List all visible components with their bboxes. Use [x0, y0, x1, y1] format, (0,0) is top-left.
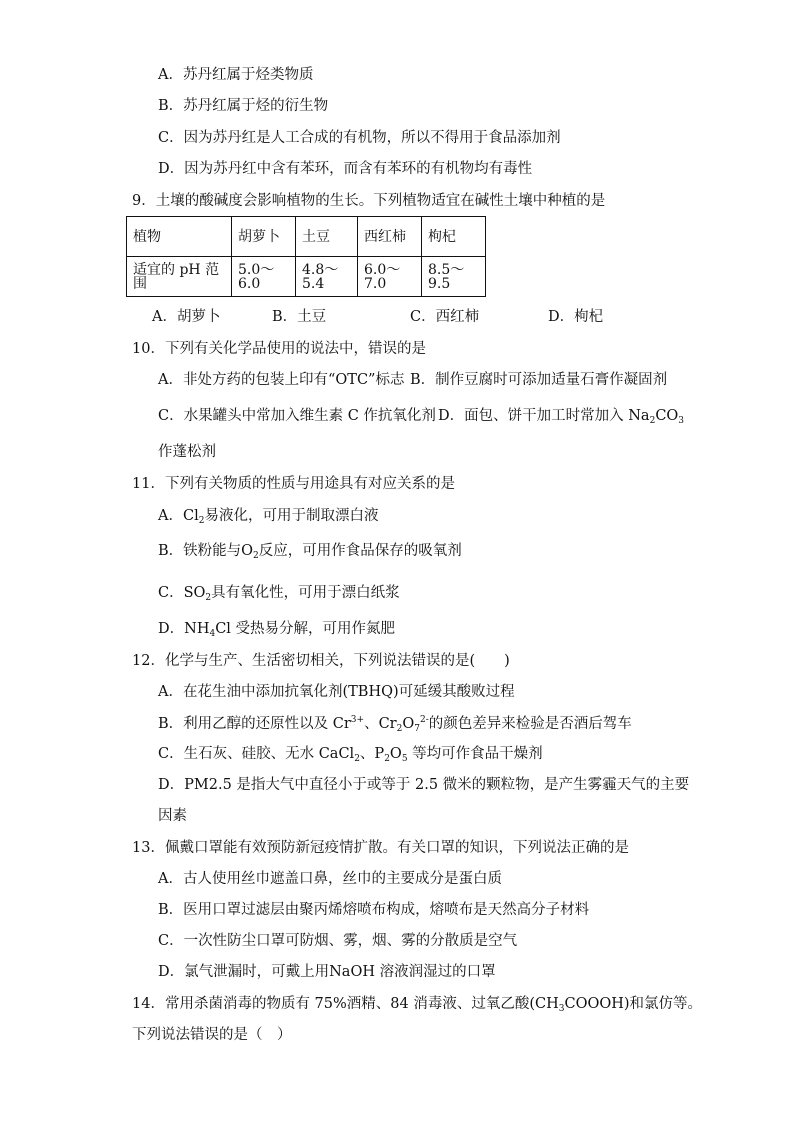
q9-option-b: B．土豆 — [272, 309, 327, 325]
q11-option-c: C．$SO_2$具有氧化性，可用于漂白纸浆 — [158, 585, 400, 603]
q13-option-b: B．医用口罩过滤层由聚丙烯熔喷布构成，熔喷布是天然高分子材料 — [158, 902, 590, 918]
q10-stem: 10．下列有关化学品使用的说法中，错误的是 — [132, 341, 426, 357]
q12-stem: 12．化学与生产、生活密切相关，下列说法错误的是( ) — [132, 653, 510, 669]
q8-option-b: B．苏丹红属于烃的衍生物 — [158, 98, 329, 114]
table-cell: 4.8～5.4 — [296, 257, 358, 297]
table-cell: 土豆 — [296, 217, 358, 257]
table-cell: 5.0～6.0 — [232, 257, 296, 297]
q12-option-b: B．利用乙醇的还原性以及 $Cr^{3+}$、$Cr_2O_7^{2-}$的颜色差异来检验是否酒后驾车 — [158, 715, 632, 734]
table-row — [127, 257, 486, 297]
q11-stem: 11．下列有关物质的性质与用途具有对应关系的是 — [132, 476, 455, 492]
q9-option-d: D．枸杞 — [548, 309, 604, 325]
table-cell: 6.0～7.0 — [358, 257, 422, 297]
table-cell: 适宜的 pH 范围 — [127, 257, 232, 297]
q13-option-c: C．一次性防尘口罩可防烟、雾，烟、雾的分散质是空气 — [158, 933, 518, 949]
q10-option-d-continued: 作蓬松剂 — [158, 444, 216, 460]
q13-option-d: D．氯气泄漏时，可戴上用NaOH 溶液润湿过的口罩 — [158, 964, 496, 980]
q8-option-d: D．因为苏丹红中含有苯环，而含有苯环的有机物均有毒性 — [158, 161, 533, 177]
q9-option-c: C．西红柿 — [410, 309, 480, 325]
q11-option-a: A．$Cl_2$易液化，可用于制取漂白液 — [158, 508, 379, 526]
q11-option-b: B．铁粉能与$O_2$反应，可用作食品保存的吸氧剂 — [158, 543, 462, 561]
q14-stem: 14．常用杀菌消毒的物质有 75%酒精、84 消毒液、过氧乙酸$(CH_3COOOH)$和氯仿等。 — [132, 996, 703, 1014]
q12-option-c: C．生石灰、硅胶、无水 CaCl$_2$、$P_2O_5$ 等均可作食品干燥剂 — [158, 746, 543, 764]
q13-option-a: A．古人使用丝巾遮盖口鼻，丝巾的主要成分是蛋白质 — [158, 871, 502, 887]
q11-option-d: D．$NH_4Cl$ 受热易分解，可用作氮肥 — [158, 621, 396, 639]
q8-option-c: C．因为苏丹红是人工合成的有机物，所以不得用于食品添加剂 — [158, 130, 561, 146]
table-cell: 植物 — [127, 217, 232, 257]
q8-option-a: A．苏丹红属于烃类物质 — [158, 67, 314, 83]
q9-option-a: A．胡萝卜 — [152, 309, 221, 325]
q13-stem: 13．佩戴口罩能有效预防新冠疫情扩散。有关口罩的知识，下列说法正确的是 — [132, 840, 629, 856]
table-cell: 西红柿 — [358, 217, 422, 257]
table-row — [127, 217, 486, 257]
table-cell: 枸杞 — [422, 217, 486, 257]
ph-range-table — [126, 216, 486, 297]
q12-option-a: A．在花生油中添加抗氧化剂(TBHQ)可延缓其酸败过程 — [158, 684, 515, 700]
table-cell: 8.5～9.5 — [422, 257, 486, 297]
table-cell: 胡萝卜 — [232, 217, 296, 257]
q9-stem: 9．土壤的酸碱度会影响植物的生长。下列植物适宜在碱性土壤中种植的是 — [132, 193, 606, 209]
q12-option-d-continued: 因素 — [158, 808, 187, 824]
q12-option-d: D．PM2.5 是指大气中直径小于或等于 2.5 微米的颗粒物，是产生雾霾天气的主要 — [158, 777, 690, 793]
q10-option-b: B．制作豆腐时可添加适量石膏作凝固剂 — [410, 372, 668, 388]
q14-stem-continued: 下列说法错误的是（ ） — [132, 1027, 292, 1043]
q10-option-a: A．非处方药的包装上印有“OTC”标志 — [158, 372, 405, 388]
q10-option-d: D．面包、饼干加工时常加入 $Na_2CO_3$ — [438, 408, 685, 426]
q10-option-c: C．水果罐头中常加入维生素 C 作抗氧化剂 — [158, 408, 436, 424]
